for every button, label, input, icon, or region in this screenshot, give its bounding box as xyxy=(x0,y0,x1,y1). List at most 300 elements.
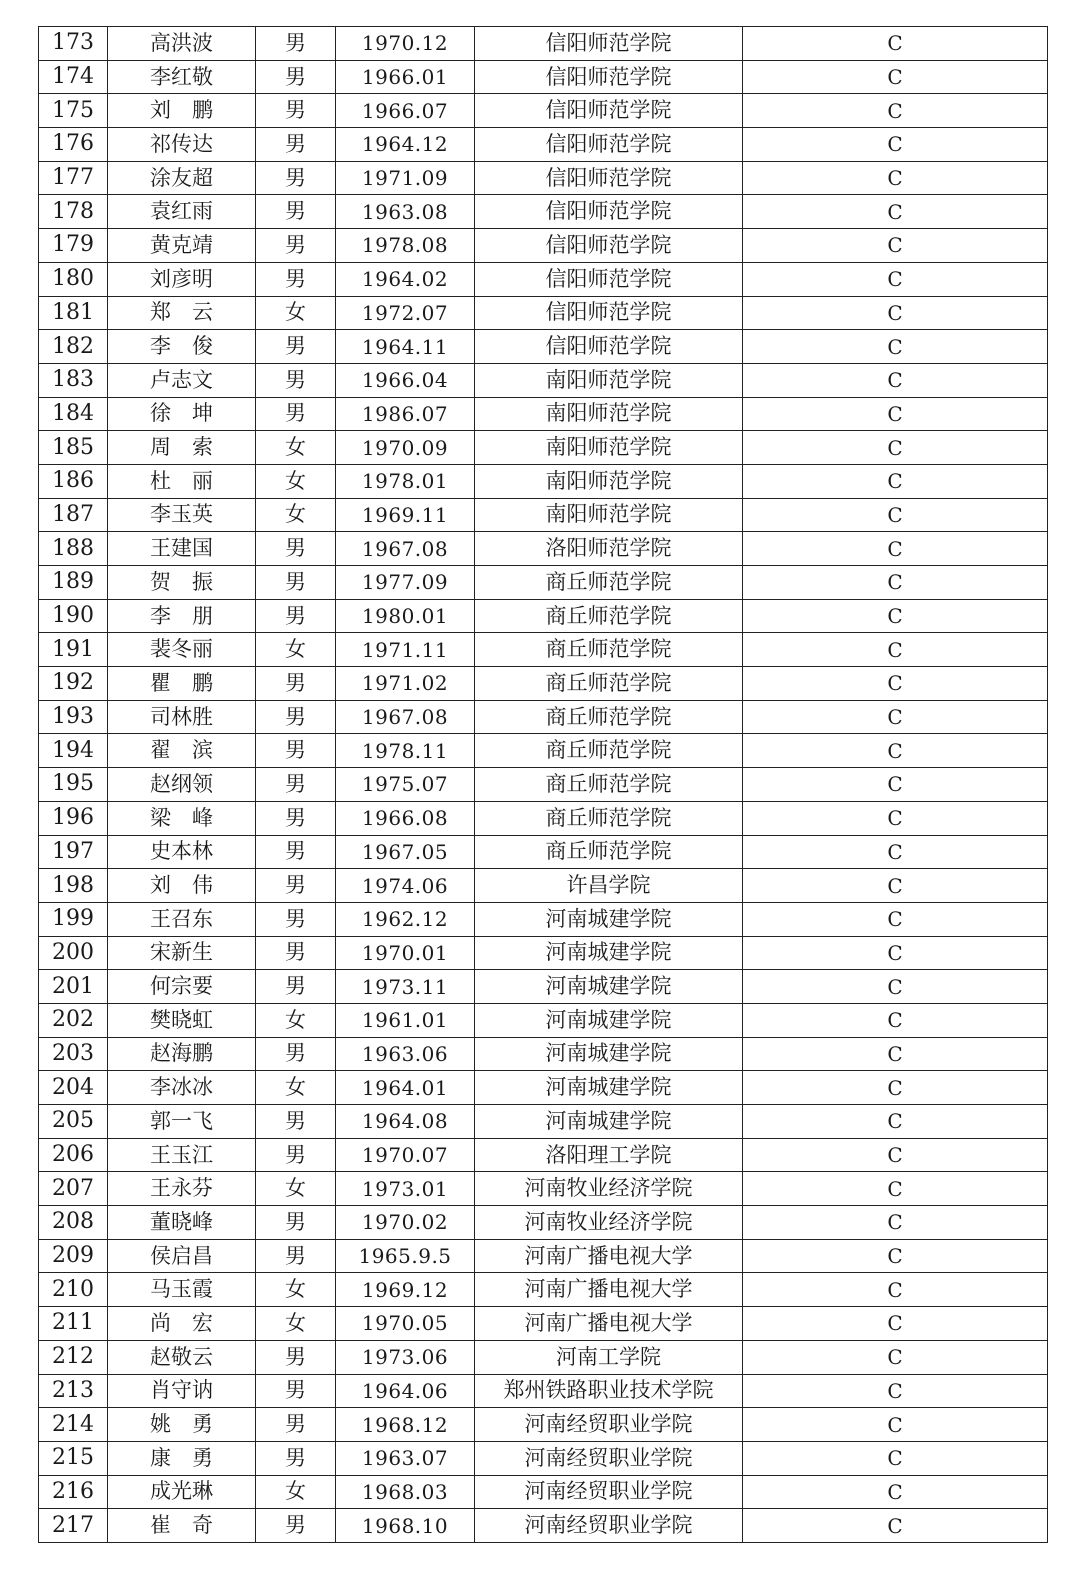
grade-cell: C xyxy=(743,1441,1048,1475)
row-number-cell: 207 xyxy=(39,1172,108,1206)
grade-cell: C xyxy=(743,936,1048,970)
institution-cell: 商丘师范学院 xyxy=(475,835,743,869)
name-cell: 瞿 鹏 xyxy=(108,667,256,701)
name-cell: 王玉江 xyxy=(108,1138,256,1172)
row-number-cell: 210 xyxy=(39,1273,108,1307)
birth-date-cell: 1970.02 xyxy=(336,1206,475,1240)
row-number-cell: 205 xyxy=(39,1105,108,1139)
table-row xyxy=(39,498,1048,532)
institution-cell: 信阳师范学院 xyxy=(475,296,743,330)
table-row xyxy=(39,464,1048,498)
birth-date-cell: 1964.12 xyxy=(336,128,475,162)
name-cell: 樊晓虹 xyxy=(108,1003,256,1037)
institution-cell: 郑州铁路职业技术学院 xyxy=(475,1374,743,1408)
table-row xyxy=(39,1475,1048,1509)
gender-cell: 男 xyxy=(256,566,336,600)
row-number-cell: 202 xyxy=(39,1003,108,1037)
name-cell: 袁红雨 xyxy=(108,195,256,229)
table-row xyxy=(39,902,1048,936)
grade-cell: C xyxy=(743,1374,1048,1408)
institution-cell: 信阳师范学院 xyxy=(475,229,743,263)
institution-cell: 信阳师范学院 xyxy=(475,195,743,229)
table-row xyxy=(39,970,1048,1004)
row-number-cell: 193 xyxy=(39,700,108,734)
grade-cell: C xyxy=(743,431,1048,465)
row-number-cell: 184 xyxy=(39,397,108,431)
institution-cell: 南阳师范学院 xyxy=(475,431,743,465)
birth-date-cell: 1970.01 xyxy=(336,936,475,970)
gender-cell: 男 xyxy=(256,27,336,61)
row-number-cell: 174 xyxy=(39,60,108,94)
gender-cell: 男 xyxy=(256,94,336,128)
table-row xyxy=(39,1172,1048,1206)
birth-date-cell: 1963.06 xyxy=(336,1037,475,1071)
table-row xyxy=(39,1408,1048,1442)
row-number-cell: 211 xyxy=(39,1307,108,1341)
birth-date-cell: 1974.06 xyxy=(336,869,475,903)
grade-cell: C xyxy=(743,195,1048,229)
institution-cell: 河南城建学院 xyxy=(475,1003,743,1037)
name-cell: 董晓峰 xyxy=(108,1206,256,1240)
grade-cell: C xyxy=(743,397,1048,431)
institution-cell: 洛阳师范学院 xyxy=(475,532,743,566)
row-number-cell: 191 xyxy=(39,633,108,667)
gender-cell: 男 xyxy=(256,734,336,768)
gender-cell: 男 xyxy=(256,1441,336,1475)
row-number-cell: 216 xyxy=(39,1475,108,1509)
birth-date-cell: 1966.08 xyxy=(336,801,475,835)
row-number-cell: 180 xyxy=(39,262,108,296)
table-row xyxy=(39,1273,1048,1307)
table-row xyxy=(39,296,1048,330)
table-row xyxy=(39,1239,1048,1273)
gender-cell: 女 xyxy=(256,1307,336,1341)
birth-date-cell: 1977.09 xyxy=(336,566,475,600)
gender-cell: 男 xyxy=(256,262,336,296)
institution-cell: 商丘师范学院 xyxy=(475,734,743,768)
name-cell: 刘彦明 xyxy=(108,262,256,296)
gender-cell: 男 xyxy=(256,397,336,431)
name-cell: 徐 坤 xyxy=(108,397,256,431)
table-row xyxy=(39,734,1048,768)
birth-date-cell: 1975.07 xyxy=(336,768,475,802)
name-cell: 刘 伟 xyxy=(108,869,256,903)
institution-cell: 商丘师范学院 xyxy=(475,801,743,835)
row-number-cell: 197 xyxy=(39,835,108,869)
grade-cell: C xyxy=(743,1105,1048,1139)
row-number-cell: 206 xyxy=(39,1138,108,1172)
birth-date-cell: 1964.01 xyxy=(336,1071,475,1105)
grade-cell: C xyxy=(743,768,1048,802)
name-cell: 成光琳 xyxy=(108,1475,256,1509)
birth-date-cell: 1978.08 xyxy=(336,229,475,263)
gender-cell: 男 xyxy=(256,1037,336,1071)
table-row xyxy=(39,532,1048,566)
name-cell: 李玉英 xyxy=(108,498,256,532)
name-cell: 王建国 xyxy=(108,532,256,566)
birth-date-cell: 1965.9.5 xyxy=(336,1239,475,1273)
gender-cell: 女 xyxy=(256,498,336,532)
gender-cell: 男 xyxy=(256,1509,336,1543)
name-cell: 梁 峰 xyxy=(108,801,256,835)
institution-cell: 河南城建学院 xyxy=(475,902,743,936)
row-number-cell: 209 xyxy=(39,1239,108,1273)
name-cell: 李 俊 xyxy=(108,330,256,364)
row-number-cell: 192 xyxy=(39,667,108,701)
table-row xyxy=(39,1374,1048,1408)
name-cell: 杜 丽 xyxy=(108,464,256,498)
table-row xyxy=(39,431,1048,465)
birth-date-cell: 1970.07 xyxy=(336,1138,475,1172)
row-number-cell: 181 xyxy=(39,296,108,330)
grade-cell: C xyxy=(743,1003,1048,1037)
birth-date-cell: 1964.08 xyxy=(336,1105,475,1139)
table-row xyxy=(39,1307,1048,1341)
grade-cell: C xyxy=(743,27,1048,61)
name-cell: 周 索 xyxy=(108,431,256,465)
gender-cell: 女 xyxy=(256,464,336,498)
institution-cell: 信阳师范学院 xyxy=(475,94,743,128)
birth-date-cell: 1970.12 xyxy=(336,27,475,61)
institution-cell: 河南广播电视大学 xyxy=(475,1273,743,1307)
gender-cell: 女 xyxy=(256,431,336,465)
institution-cell: 许昌学院 xyxy=(475,869,743,903)
row-number-cell: 200 xyxy=(39,936,108,970)
institution-cell: 河南城建学院 xyxy=(475,1105,743,1139)
grade-cell: C xyxy=(743,835,1048,869)
birth-date-cell: 1963.07 xyxy=(336,1441,475,1475)
gender-cell: 男 xyxy=(256,869,336,903)
table-row xyxy=(39,229,1048,263)
table-row xyxy=(39,1071,1048,1105)
grade-cell: C xyxy=(743,1307,1048,1341)
row-number-cell: 201 xyxy=(39,970,108,1004)
institution-cell: 商丘师范学院 xyxy=(475,633,743,667)
table-row xyxy=(39,566,1048,600)
gender-cell: 男 xyxy=(256,1374,336,1408)
table-row xyxy=(39,1206,1048,1240)
grade-cell: C xyxy=(743,262,1048,296)
gender-cell: 男 xyxy=(256,1408,336,1442)
institution-cell: 河南经贸职业学院 xyxy=(475,1441,743,1475)
name-cell: 赵纲领 xyxy=(108,768,256,802)
grade-cell: C xyxy=(743,1138,1048,1172)
row-number-cell: 188 xyxy=(39,532,108,566)
gender-cell: 男 xyxy=(256,1105,336,1139)
table-row xyxy=(39,27,1048,61)
grade-cell: C xyxy=(743,566,1048,600)
table-row xyxy=(39,161,1048,195)
grade-cell: C xyxy=(743,1475,1048,1509)
birth-date-cell: 1969.12 xyxy=(336,1273,475,1307)
grade-cell: C xyxy=(743,60,1048,94)
row-number-cell: 177 xyxy=(39,161,108,195)
institution-cell: 商丘师范学院 xyxy=(475,667,743,701)
table-row xyxy=(39,397,1048,431)
grade-cell: C xyxy=(743,464,1048,498)
institution-cell: 商丘师范学院 xyxy=(475,599,743,633)
institution-cell: 商丘师范学院 xyxy=(475,700,743,734)
table-row xyxy=(39,195,1048,229)
grade-cell: C xyxy=(743,1509,1048,1543)
table-row xyxy=(39,363,1048,397)
row-number-cell: 189 xyxy=(39,566,108,600)
name-cell: 康 勇 xyxy=(108,1441,256,1475)
name-cell: 高洪波 xyxy=(108,27,256,61)
row-number-cell: 175 xyxy=(39,94,108,128)
birth-date-cell: 1967.08 xyxy=(336,700,475,734)
birth-date-cell: 1970.09 xyxy=(336,431,475,465)
gender-cell: 女 xyxy=(256,1273,336,1307)
institution-cell: 南阳师范学院 xyxy=(475,464,743,498)
grade-cell: C xyxy=(743,700,1048,734)
table-row xyxy=(39,936,1048,970)
gender-cell: 男 xyxy=(256,599,336,633)
table-row xyxy=(39,835,1048,869)
name-cell: 司林胜 xyxy=(108,700,256,734)
row-number-cell: 204 xyxy=(39,1071,108,1105)
gender-cell: 男 xyxy=(256,1239,336,1273)
grade-cell: C xyxy=(743,801,1048,835)
birth-date-cell: 1980.01 xyxy=(336,599,475,633)
institution-cell: 信阳师范学院 xyxy=(475,60,743,94)
table-row xyxy=(39,1105,1048,1139)
institution-cell: 洛阳理工学院 xyxy=(475,1138,743,1172)
grade-cell: C xyxy=(743,296,1048,330)
birth-date-cell: 1967.05 xyxy=(336,835,475,869)
name-cell: 赵敬云 xyxy=(108,1340,256,1374)
institution-cell: 商丘师范学院 xyxy=(475,566,743,600)
grade-cell: C xyxy=(743,363,1048,397)
table-row xyxy=(39,1138,1048,1172)
row-number-cell: 185 xyxy=(39,431,108,465)
institution-cell: 河南城建学院 xyxy=(475,936,743,970)
row-number-cell: 178 xyxy=(39,195,108,229)
row-number-cell: 176 xyxy=(39,128,108,162)
institution-cell: 河南城建学院 xyxy=(475,1037,743,1071)
birth-date-cell: 1964.06 xyxy=(336,1374,475,1408)
gender-cell: 女 xyxy=(256,633,336,667)
grade-cell: C xyxy=(743,599,1048,633)
name-cell: 郑 云 xyxy=(108,296,256,330)
name-cell: 侯启昌 xyxy=(108,1239,256,1273)
grade-cell: C xyxy=(743,1172,1048,1206)
birth-date-cell: 1971.02 xyxy=(336,667,475,701)
institution-cell: 河南广播电视大学 xyxy=(475,1239,743,1273)
institution-cell: 信阳师范学院 xyxy=(475,128,743,162)
birth-date-cell: 1971.11 xyxy=(336,633,475,667)
institution-cell: 河南工学院 xyxy=(475,1340,743,1374)
name-cell: 卢志文 xyxy=(108,363,256,397)
institution-cell: 河南城建学院 xyxy=(475,970,743,1004)
name-cell: 涂友超 xyxy=(108,161,256,195)
birth-date-cell: 1973.01 xyxy=(336,1172,475,1206)
name-cell: 史本林 xyxy=(108,835,256,869)
gender-cell: 男 xyxy=(256,363,336,397)
birth-date-cell: 1972.07 xyxy=(336,296,475,330)
birth-date-cell: 1962.12 xyxy=(336,902,475,936)
grade-cell: C xyxy=(743,902,1048,936)
birth-date-cell: 1964.02 xyxy=(336,262,475,296)
gender-cell: 女 xyxy=(256,1172,336,1206)
institution-cell: 河南广播电视大学 xyxy=(475,1307,743,1341)
gender-cell: 男 xyxy=(256,60,336,94)
gender-cell: 男 xyxy=(256,970,336,1004)
institution-cell: 河南经贸职业学院 xyxy=(475,1509,743,1543)
birth-date-cell: 1968.12 xyxy=(336,1408,475,1442)
name-cell: 尚 宏 xyxy=(108,1307,256,1341)
name-cell: 何宗要 xyxy=(108,970,256,1004)
birth-date-cell: 1966.01 xyxy=(336,60,475,94)
grade-cell: C xyxy=(743,734,1048,768)
row-number-cell: 186 xyxy=(39,464,108,498)
birth-date-cell: 1961.01 xyxy=(336,1003,475,1037)
grade-cell: C xyxy=(743,1071,1048,1105)
table-row xyxy=(39,60,1048,94)
birth-date-cell: 1986.07 xyxy=(336,397,475,431)
row-number-cell: 213 xyxy=(39,1374,108,1408)
row-number-cell: 203 xyxy=(39,1037,108,1071)
table-row xyxy=(39,700,1048,734)
gender-cell: 男 xyxy=(256,161,336,195)
grade-cell: C xyxy=(743,532,1048,566)
institution-cell: 南阳师范学院 xyxy=(475,363,743,397)
name-cell: 赵海鹏 xyxy=(108,1037,256,1071)
row-number-cell: 183 xyxy=(39,363,108,397)
grade-cell: C xyxy=(743,1408,1048,1442)
grade-cell: C xyxy=(743,667,1048,701)
birth-date-cell: 1978.01 xyxy=(336,464,475,498)
birth-date-cell: 1971.09 xyxy=(336,161,475,195)
table-row xyxy=(39,667,1048,701)
grade-cell: C xyxy=(743,128,1048,162)
gender-cell: 男 xyxy=(256,1138,336,1172)
name-cell: 李 朋 xyxy=(108,599,256,633)
gender-cell: 男 xyxy=(256,667,336,701)
grade-cell: C xyxy=(743,94,1048,128)
name-cell: 王召东 xyxy=(108,902,256,936)
row-number-cell: 182 xyxy=(39,330,108,364)
birth-date-cell: 1968.03 xyxy=(336,1475,475,1509)
gender-cell: 男 xyxy=(256,835,336,869)
birth-date-cell: 1968.10 xyxy=(336,1509,475,1543)
institution-cell: 河南城建学院 xyxy=(475,1071,743,1105)
institution-cell: 信阳师范学院 xyxy=(475,262,743,296)
grade-cell: C xyxy=(743,1340,1048,1374)
grade-cell: C xyxy=(743,498,1048,532)
grade-cell: C xyxy=(743,633,1048,667)
name-cell: 姚 勇 xyxy=(108,1408,256,1442)
grade-cell: C xyxy=(743,1037,1048,1071)
gender-cell: 女 xyxy=(256,296,336,330)
institution-cell: 商丘师范学院 xyxy=(475,768,743,802)
grade-cell: C xyxy=(743,330,1048,364)
name-cell: 王永芬 xyxy=(108,1172,256,1206)
gender-cell: 男 xyxy=(256,902,336,936)
row-number-cell: 198 xyxy=(39,869,108,903)
institution-cell: 南阳师范学院 xyxy=(475,498,743,532)
gender-cell: 男 xyxy=(256,700,336,734)
table-body xyxy=(39,27,1048,1543)
name-cell: 李红敬 xyxy=(108,60,256,94)
name-cell: 李冰冰 xyxy=(108,1071,256,1105)
name-cell: 崔 奇 xyxy=(108,1509,256,1543)
birth-date-cell: 1967.08 xyxy=(336,532,475,566)
gender-cell: 男 xyxy=(256,330,336,364)
name-cell: 黄克靖 xyxy=(108,229,256,263)
row-number-cell: 214 xyxy=(39,1408,108,1442)
name-cell: 肖守讷 xyxy=(108,1374,256,1408)
row-number-cell: 179 xyxy=(39,229,108,263)
table-row xyxy=(39,599,1048,633)
institution-cell: 信阳师范学院 xyxy=(475,161,743,195)
table-row xyxy=(39,1003,1048,1037)
table-row xyxy=(39,1340,1048,1374)
row-number-cell: 187 xyxy=(39,498,108,532)
gender-cell: 男 xyxy=(256,1206,336,1240)
institution-cell: 河南牧业经济学院 xyxy=(475,1206,743,1240)
grade-cell: C xyxy=(743,1206,1048,1240)
row-number-cell: 208 xyxy=(39,1206,108,1240)
institution-cell: 信阳师范学院 xyxy=(475,27,743,61)
gender-cell: 男 xyxy=(256,801,336,835)
birth-date-cell: 1966.07 xyxy=(336,94,475,128)
birth-date-cell: 1973.06 xyxy=(336,1340,475,1374)
name-cell: 马玉霞 xyxy=(108,1273,256,1307)
row-number-cell: 199 xyxy=(39,902,108,936)
row-number-cell: 190 xyxy=(39,599,108,633)
data-table xyxy=(38,26,1048,1543)
row-number-cell: 194 xyxy=(39,734,108,768)
name-cell: 郭一飞 xyxy=(108,1105,256,1139)
institution-cell: 河南牧业经济学院 xyxy=(475,1172,743,1206)
grade-cell: C xyxy=(743,161,1048,195)
table-row xyxy=(39,768,1048,802)
gender-cell: 男 xyxy=(256,1340,336,1374)
gender-cell: 男 xyxy=(256,936,336,970)
birth-date-cell: 1969.11 xyxy=(336,498,475,532)
row-number-cell: 215 xyxy=(39,1441,108,1475)
grade-cell: C xyxy=(743,229,1048,263)
institution-cell: 信阳师范学院 xyxy=(475,330,743,364)
row-number-cell: 195 xyxy=(39,768,108,802)
gender-cell: 女 xyxy=(256,1003,336,1037)
gender-cell: 男 xyxy=(256,532,336,566)
row-number-cell: 217 xyxy=(39,1509,108,1543)
name-cell: 宋新生 xyxy=(108,936,256,970)
table-row xyxy=(39,633,1048,667)
institution-cell: 河南经贸职业学院 xyxy=(475,1408,743,1442)
gender-cell: 男 xyxy=(256,195,336,229)
name-cell: 翟 滨 xyxy=(108,734,256,768)
gender-cell: 男 xyxy=(256,229,336,263)
table-row xyxy=(39,94,1048,128)
table-row xyxy=(39,1037,1048,1071)
grade-cell: C xyxy=(743,1273,1048,1307)
name-cell: 刘 鹏 xyxy=(108,94,256,128)
name-cell: 贺 振 xyxy=(108,566,256,600)
table-row xyxy=(39,330,1048,364)
gender-cell: 女 xyxy=(256,1071,336,1105)
birth-date-cell: 1978.11 xyxy=(336,734,475,768)
grade-cell: C xyxy=(743,1239,1048,1273)
birth-date-cell: 1963.08 xyxy=(336,195,475,229)
birth-date-cell: 1973.11 xyxy=(336,970,475,1004)
gender-cell: 男 xyxy=(256,768,336,802)
table-row xyxy=(39,801,1048,835)
institution-cell: 南阳师范学院 xyxy=(475,397,743,431)
row-number-cell: 173 xyxy=(39,27,108,61)
